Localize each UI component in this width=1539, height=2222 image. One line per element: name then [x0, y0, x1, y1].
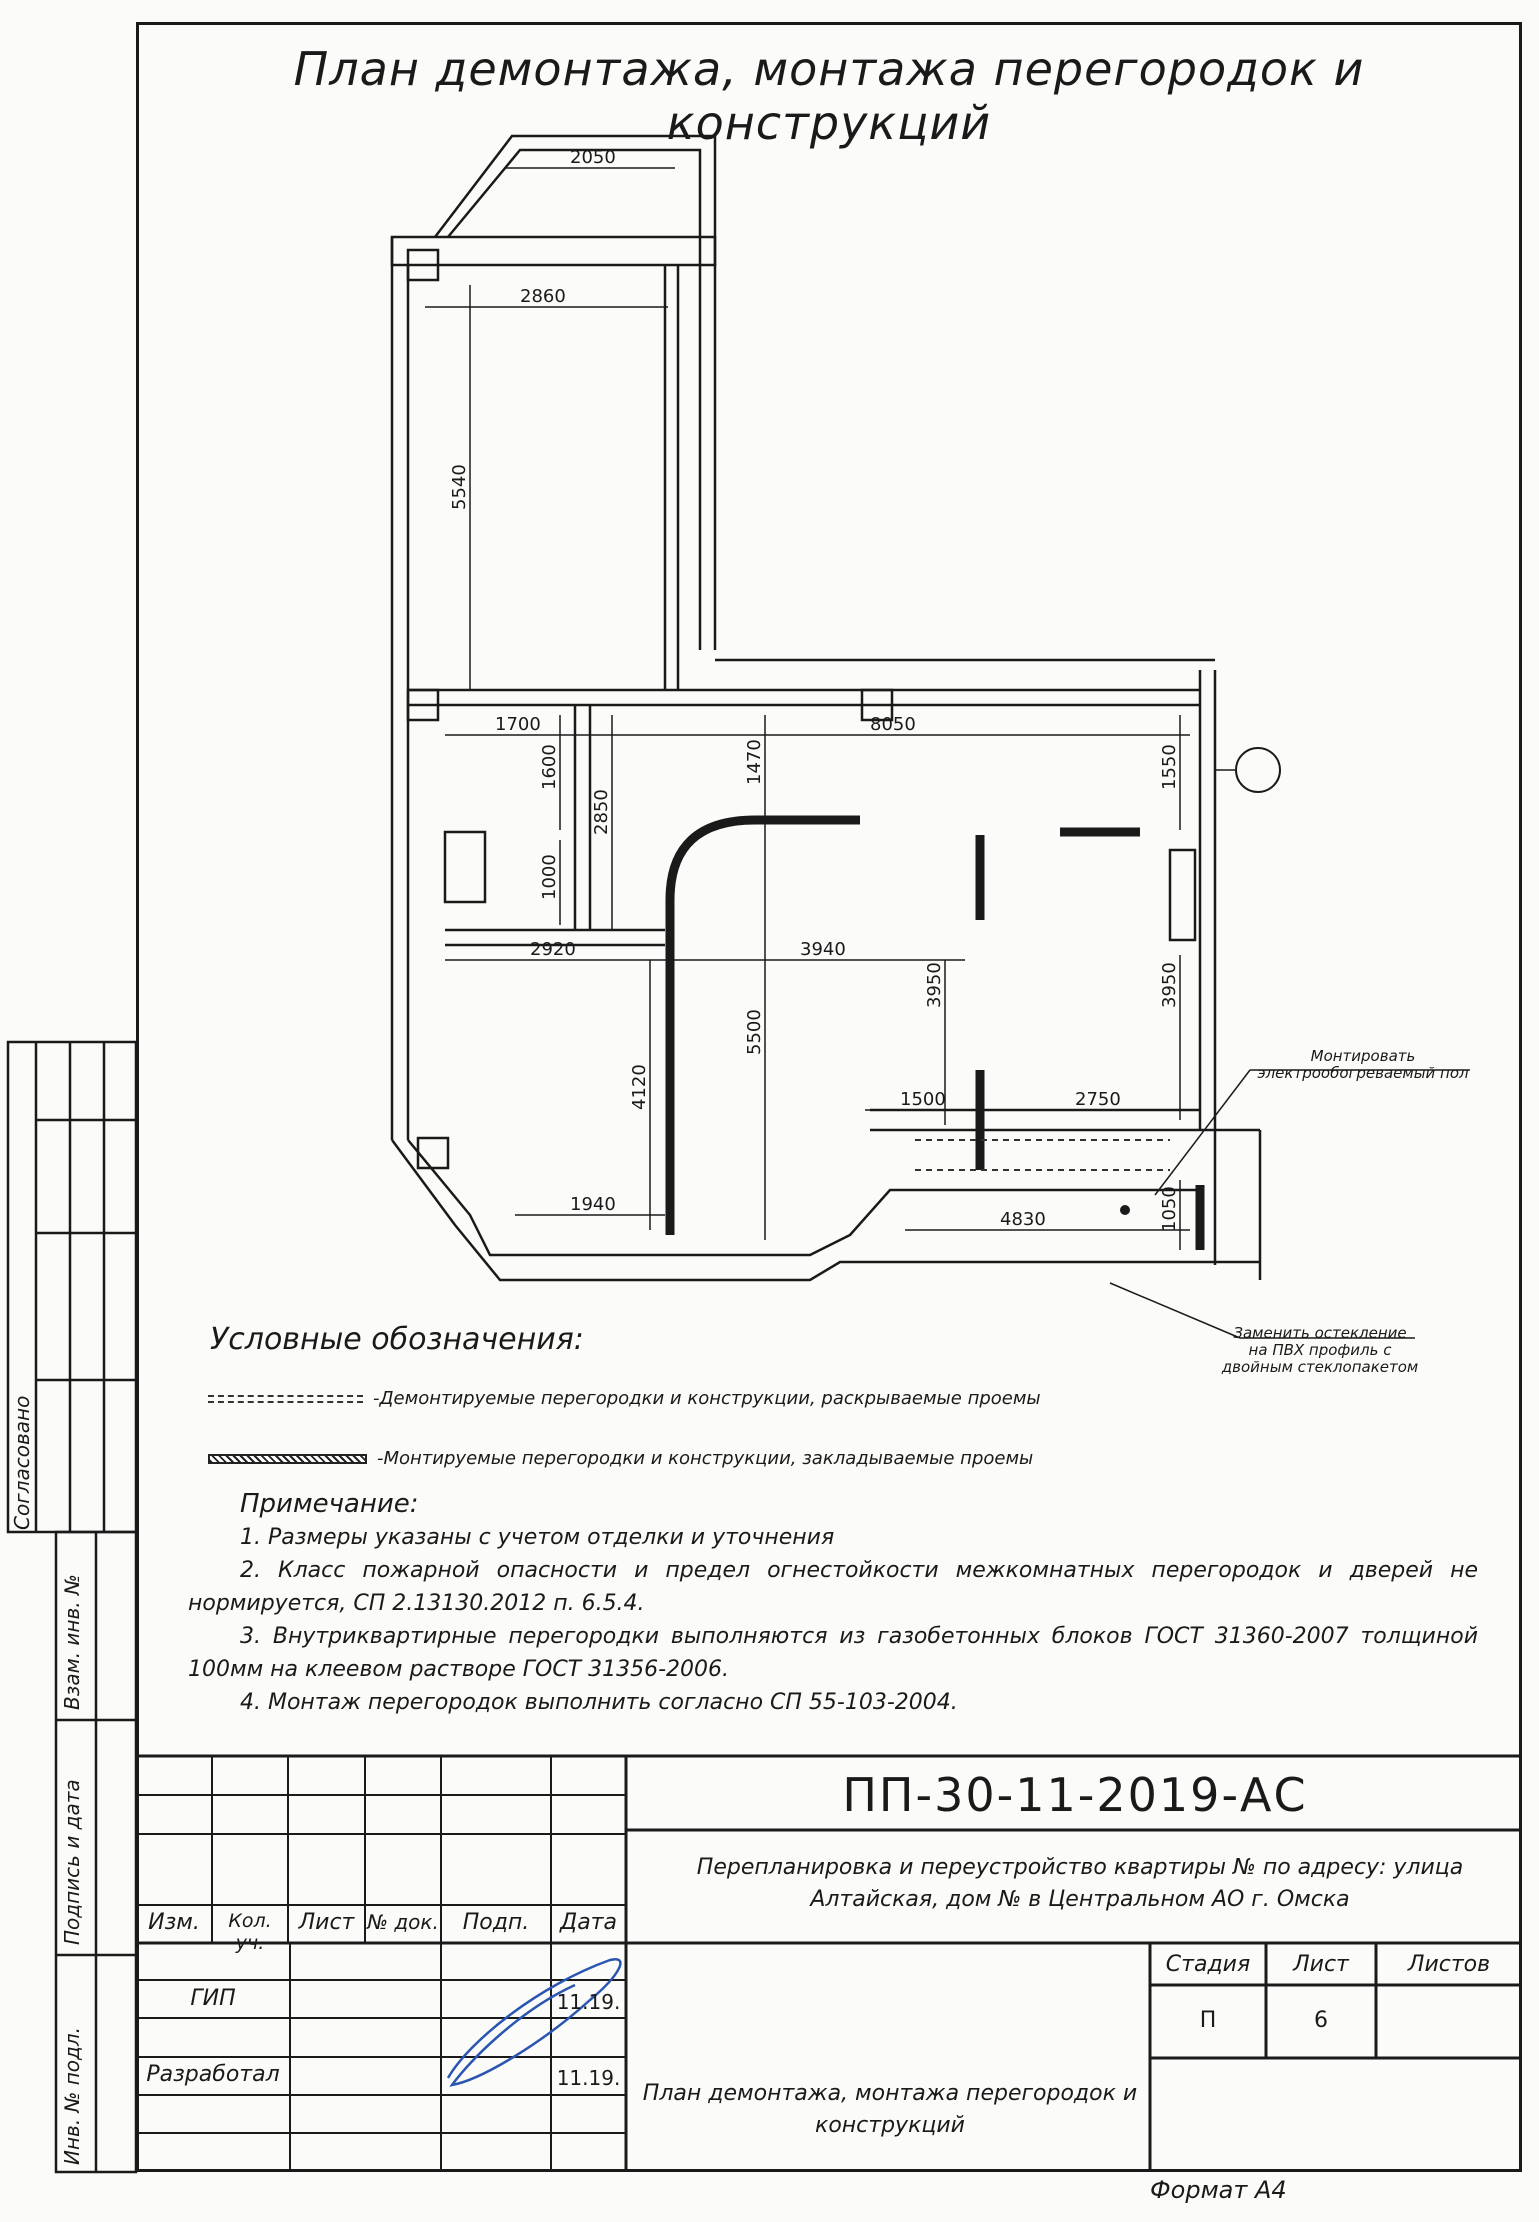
note-item: 2. Класс пожарной опасности и предел огнестойкости межкомнатных перегородок и дверей не нормируется, СП 2.13130.2012 п. 6.5.4. [188, 1558, 1478, 1616]
side-inv: Инв. № подл. [60, 2027, 84, 2165]
header-list: Лист [298, 1910, 355, 1935]
note-item: 4. Монтаж перегородок выполнить согласно СП 55-103-2004. [240, 1690, 958, 1715]
legend-title: Условные обозначения: [210, 1322, 584, 1357]
drawing-title: План демонтажа, монтажа перегородок и конструкций [293, 42, 1365, 150]
role-gip: ГИП [190, 1986, 236, 2011]
side-podpis: Подпись и дата [60, 1779, 84, 1945]
sheets-label: Листов [1407, 1952, 1491, 1977]
header-izm: Изм. [148, 1910, 200, 1935]
callout-glazing: Заменить остекление на ПВХ профиль с двойным стеклопакетом [1221, 1324, 1419, 1376]
notes-header: Примечание: [240, 1489, 419, 1519]
dim-5540: 5540 [449, 464, 470, 510]
dim-1940: 1940 [570, 1194, 616, 1215]
dim-3950-a: 3950 [924, 962, 945, 1008]
dim-1700: 1700 [495, 714, 541, 735]
header-podp: Подп. [462, 1910, 530, 1935]
dim-4120: 4120 [629, 1064, 650, 1110]
dim-2860: 2860 [520, 286, 566, 307]
dim-2920: 2920 [530, 939, 576, 960]
side-vzam: Взам. инв. № [60, 1574, 84, 1710]
project-address: Перепланировка и переустройство квартиры № по адресу: улица Алтайская, дом № в Центральном АО г. Омска [696, 1855, 1464, 1912]
format-label: Формат А4 [1150, 2176, 1287, 2204]
dim-2050: 2050 [570, 147, 616, 168]
header-data: Дата [560, 1910, 617, 1935]
note-item: 3. Внутриквартирные перегородки выполняются из газобетонных блоков ГОСТ 31360-2007 толщиной 100мм на клеевом растворе ГОСТ 31356-2006. [188, 1624, 1478, 1682]
dim-8050: 8050 [870, 714, 916, 735]
dim-4830: 4830 [1000, 1209, 1046, 1230]
dim-3940: 3940 [800, 939, 846, 960]
gip-date: 11.19. [556, 1990, 621, 2014]
sheet-label: Лист [1293, 1952, 1349, 1977]
dim-1500: 1500 [900, 1089, 946, 1110]
dim-1470: 1470 [744, 739, 765, 785]
note-item: 1. Размеры указаны с учетом отделки и уточнения [240, 1525, 835, 1550]
dim-3950-b: 3950 [1159, 962, 1180, 1008]
stage-label: Стадия [1165, 1952, 1251, 1977]
dim-2750: 2750 [1075, 1089, 1121, 1110]
dim-1000: 1000 [539, 854, 560, 900]
dim-1600: 1600 [539, 744, 560, 790]
legend-mounted: -Монтируемые перегородки и конструкции, закладываемые проемы [208, 1448, 1033, 1469]
sheet-value: 6 [1314, 2008, 1328, 2033]
document-code: ПП-30-11-2019-АС [842, 1768, 1308, 1822]
header-ndoc: № док. [367, 1910, 439, 1934]
stage-value: П [1199, 2008, 1217, 2033]
sheet-name: План демонтажа, монтажа перегородок и конструкций [642, 2081, 1138, 2138]
side-agreed: Согласовано [10, 1395, 34, 1530]
dim-1050: 1050 [1159, 1186, 1180, 1232]
dim-1550: 1550 [1159, 744, 1180, 790]
developer-date: 11.19. [556, 2066, 621, 2090]
legend-demolished: -Демонтируемые перегородки и конструкции, раскрываемые проемы [208, 1388, 1041, 1409]
dim-5500: 5500 [744, 1009, 765, 1055]
role-developer: Разработал [146, 2062, 280, 2087]
dim-2850: 2850 [591, 789, 612, 835]
callout-heated-floor: Монтировать электрообогреваемый пол [1257, 1047, 1469, 1082]
header-kol: Кол. уч. [228, 1910, 272, 1954]
